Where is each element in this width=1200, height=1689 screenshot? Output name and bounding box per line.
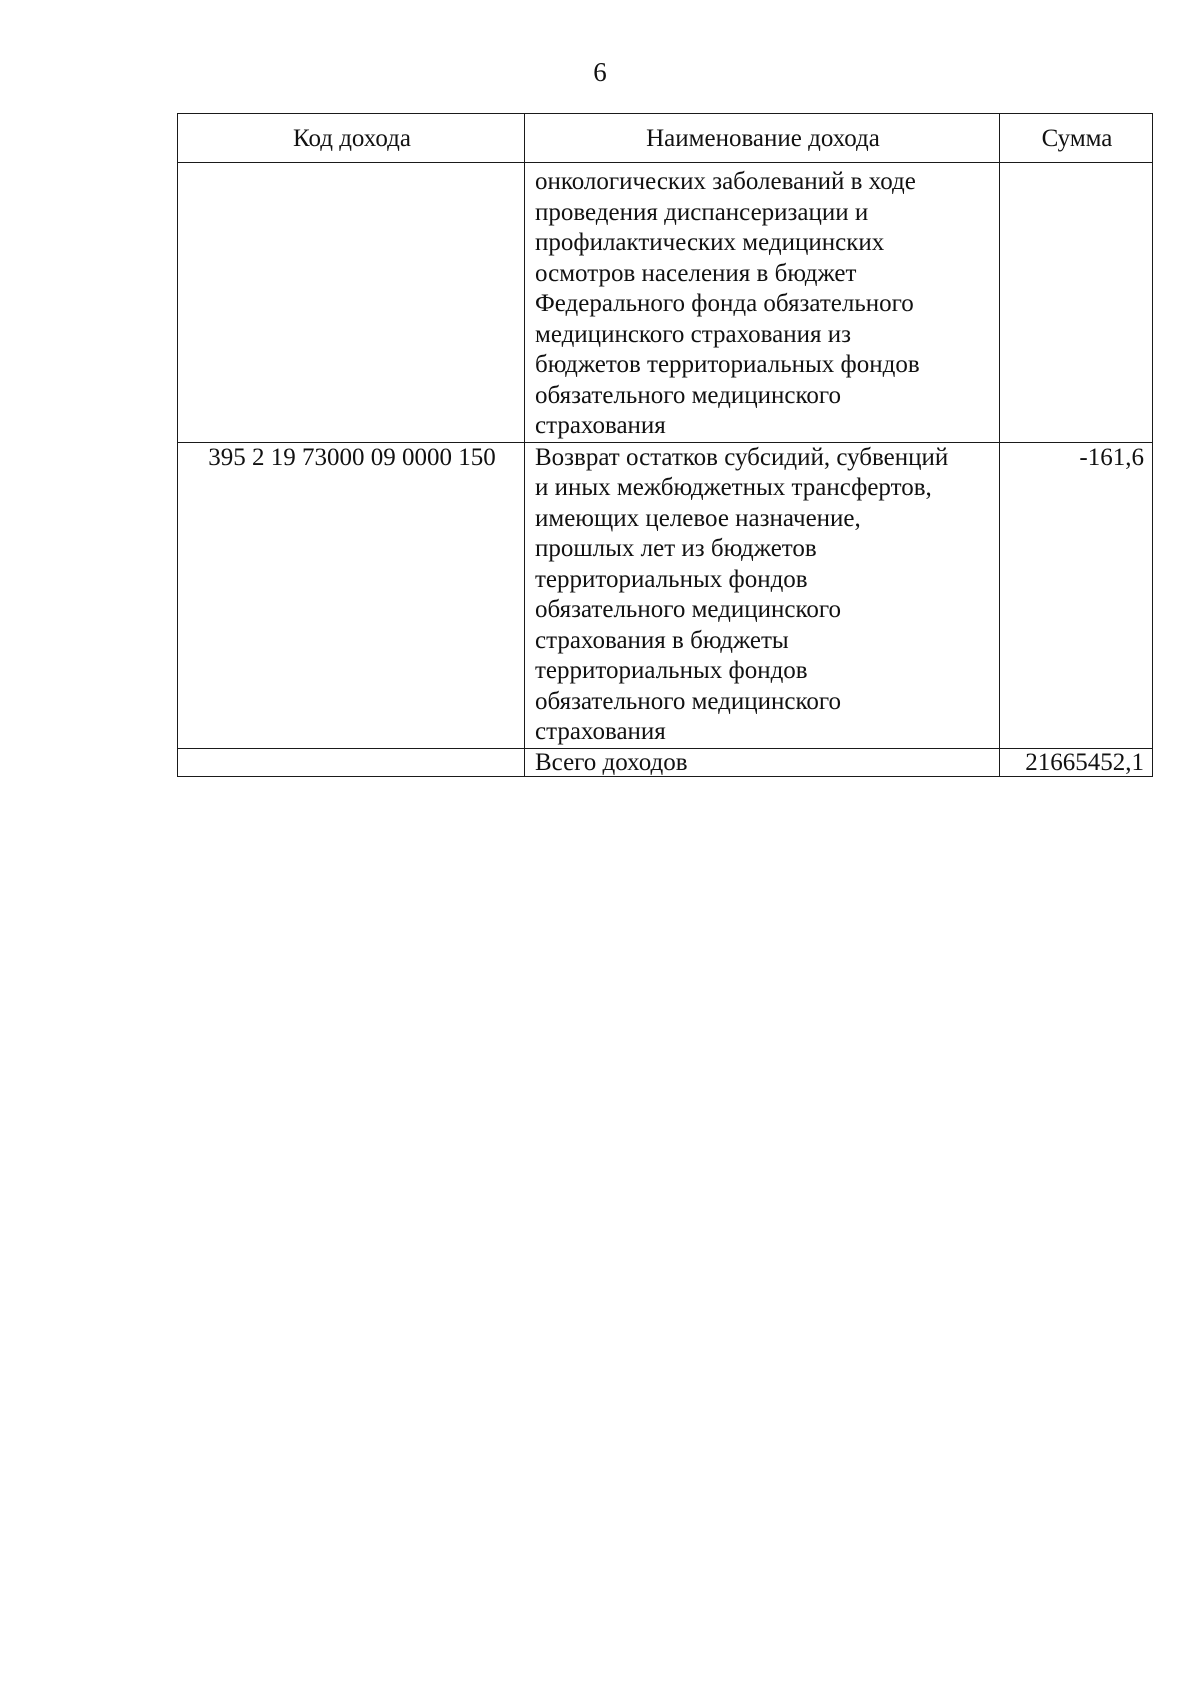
income-table [177, 113, 1153, 777]
total-sum-cell: 21665452,1 [1000, 748, 1153, 776]
income-name-line: прошлых лет из бюджетов [535, 535, 817, 562]
income-code-cell: 395 2 19 73000 09 0000 150 [178, 442, 525, 748]
income-sum-cell [1000, 163, 1153, 443]
income-name-line: проведения диспансеризации и [535, 198, 869, 226]
income-name-line: и иных межбюджетных трансфертов, [535, 474, 932, 501]
header-income-name: Наименование дохода [525, 114, 1000, 163]
income-name-line: обязательного медицинского [535, 596, 842, 623]
table-row [178, 163, 1153, 443]
table-header-row [178, 114, 1153, 163]
income-name-line: профилактических медицинских [535, 229, 885, 256]
income-sum-cell: -161,6 [1000, 442, 1153, 748]
income-name-line: обязательного медицинского [535, 381, 842, 409]
table-total-row [178, 748, 1153, 776]
income-name-line: онкологических заболеваний в ходе [535, 168, 916, 195]
income-name-line: территориальных фондов [535, 657, 808, 684]
income-name-line: страхования [535, 412, 666, 439]
table-row [178, 442, 1153, 748]
income-name-line: Возврат остатков субсидий, субвенций [535, 443, 949, 471]
income-name-line: Федерального фонда обязательного [535, 290, 914, 317]
income-name-cell [525, 442, 1000, 748]
income-code-cell [178, 163, 525, 443]
page-number: 6 [593, 57, 607, 87]
income-name-line: территориальных фондов [535, 565, 808, 593]
income-code-cell [178, 748, 525, 776]
income-name-line: имеющих целевое назначение, [535, 504, 861, 532]
income-name-line: страхования [535, 718, 666, 745]
income-name-line: страхования в бюджеты [535, 626, 789, 654]
income-name-line: осмотров населения в бюджет [535, 259, 857, 287]
total-label-cell [525, 748, 1000, 776]
income-name-line: медицинского страхования из [535, 320, 851, 348]
income-name-cell [525, 163, 1000, 443]
header-income-sum: Сумма [1000, 114, 1153, 163]
header-income-code: Код дохода [178, 114, 525, 163]
income-name-line: обязательного медицинского [535, 687, 842, 715]
income-name-line: бюджетов территориальных фондов [535, 351, 920, 378]
total-label: Всего доходов [535, 748, 688, 776]
